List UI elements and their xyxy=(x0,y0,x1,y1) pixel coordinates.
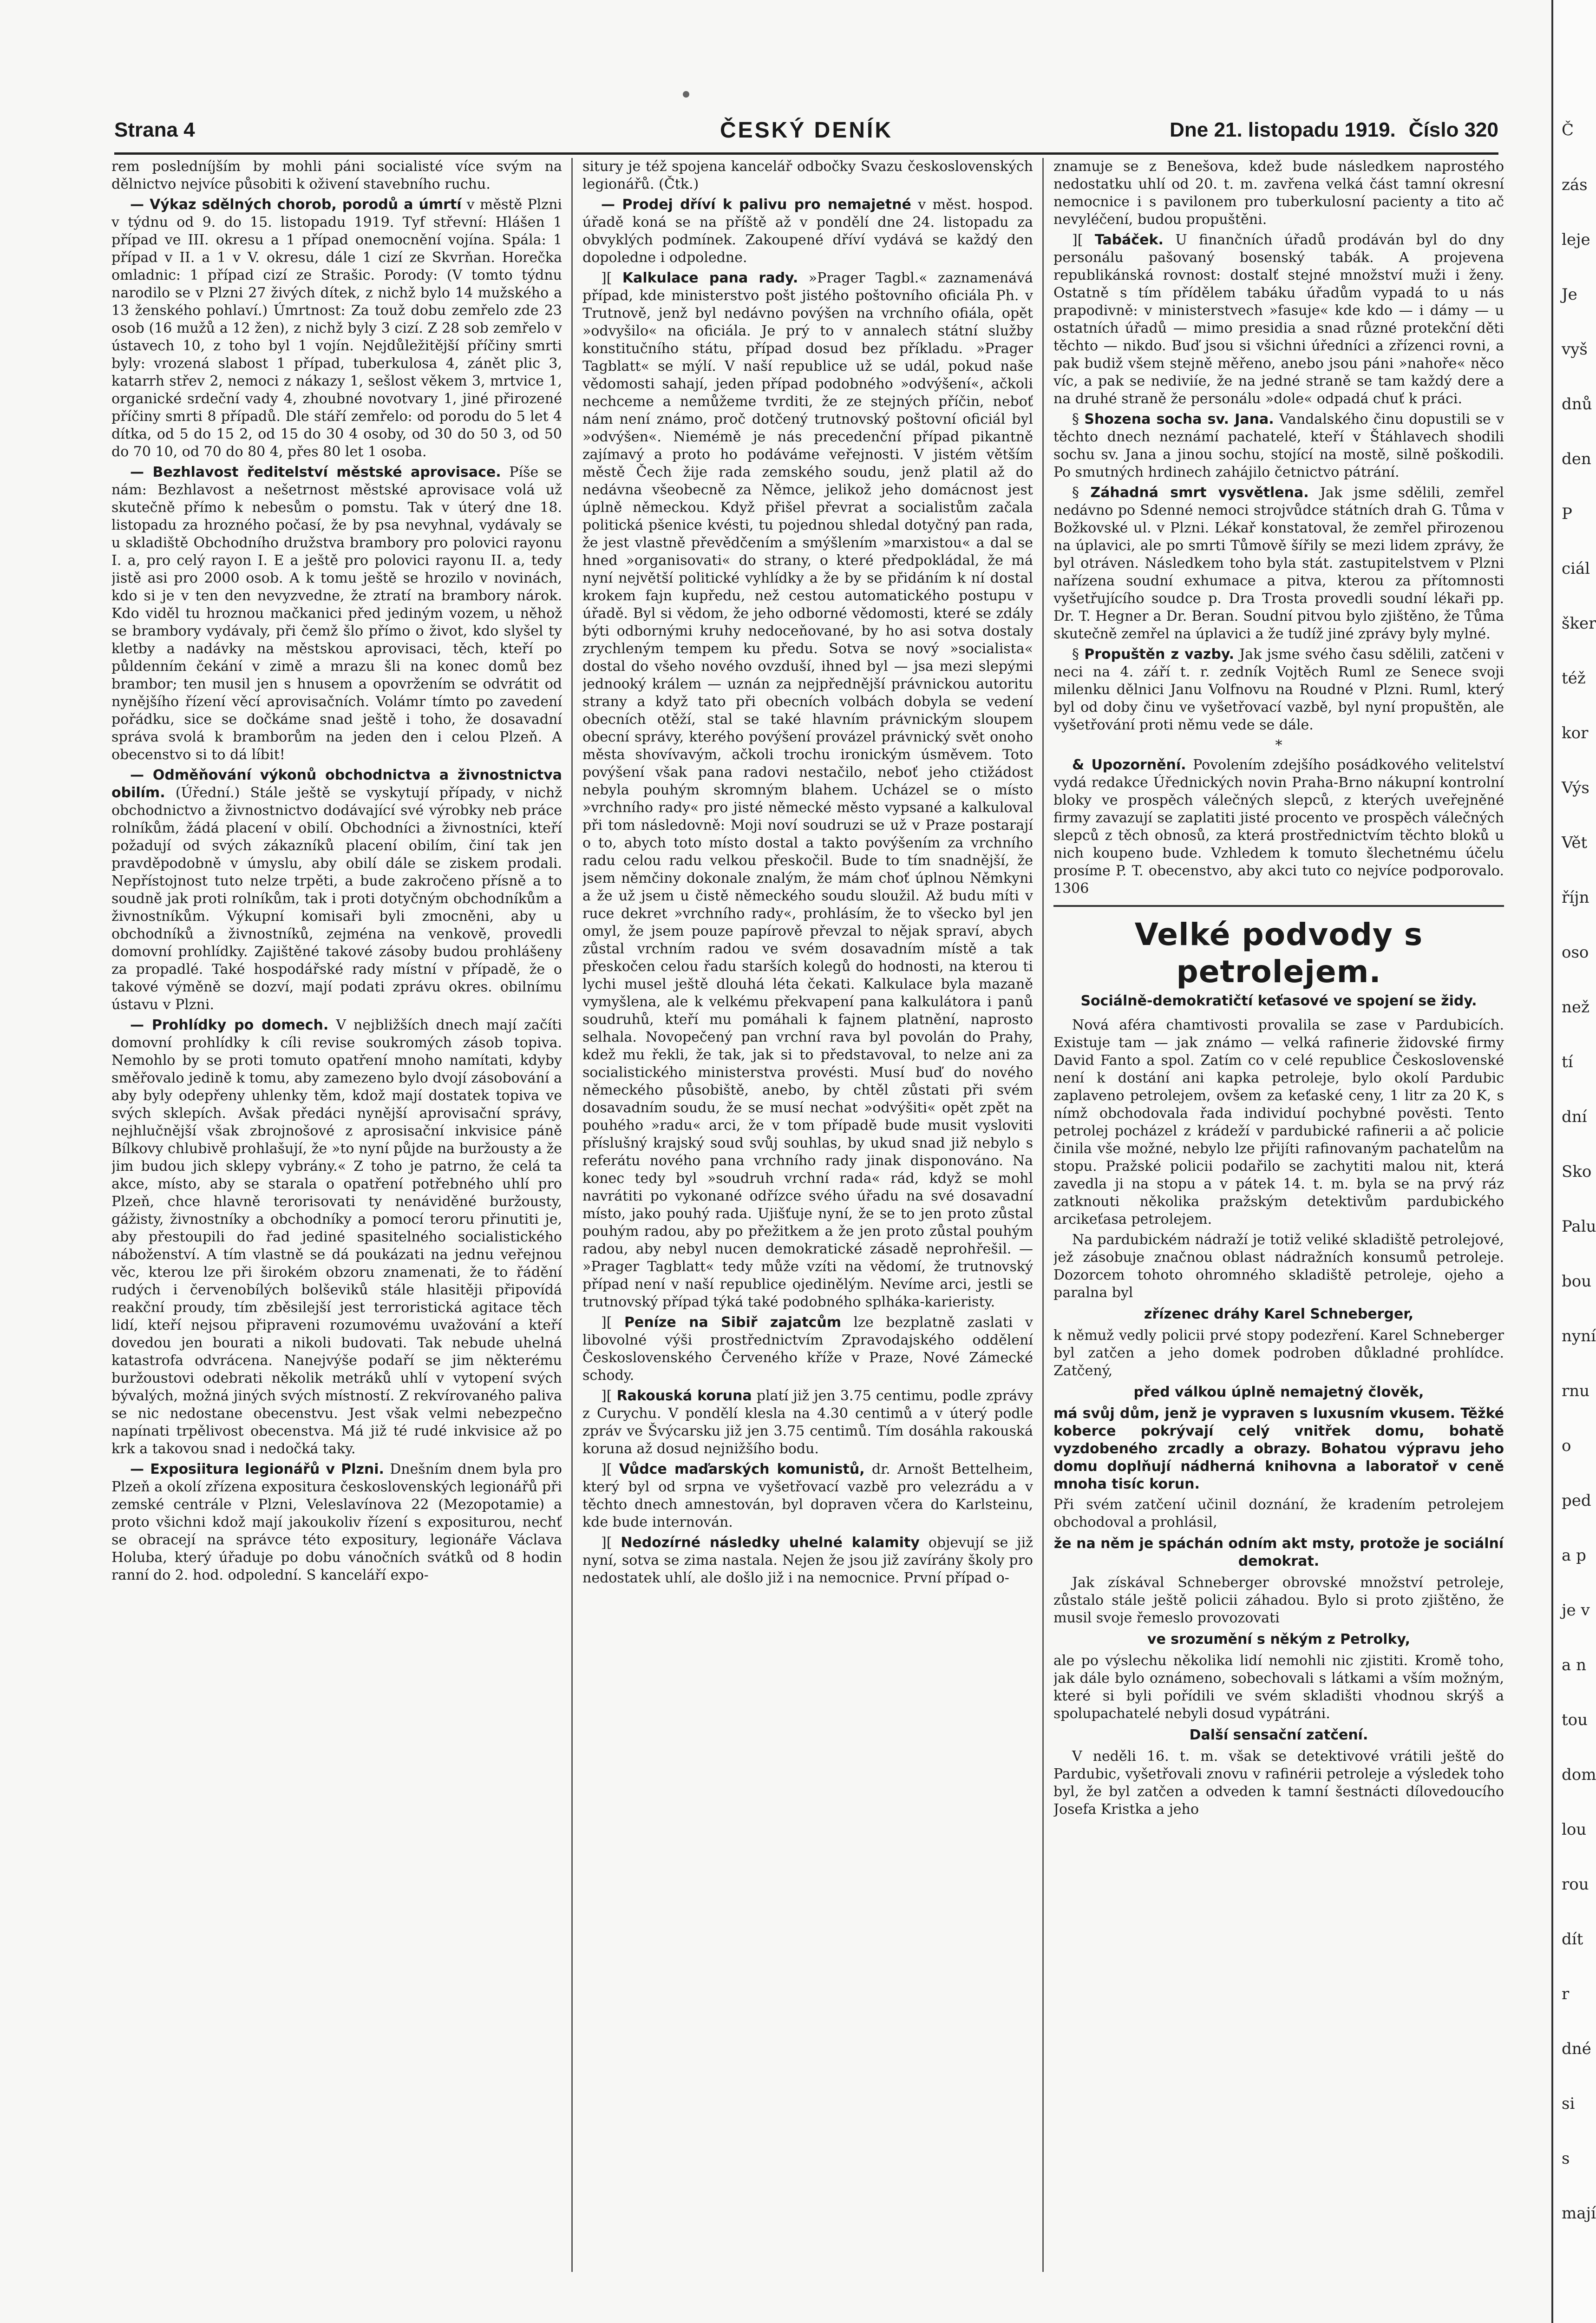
paragraph: znamuje se z Benešova, kdež bude následkem naprostého nedostatku uhlí od 20. t. m. zavřena velká část tamní okresní nemocnice i s pavilonem pro tuberkulosní pacienty a tito ač nevyléčení, budou propuštěni. xyxy=(1053,158,1504,228)
article-text: (Úřední.) Stále ještě se vyskytují případy, v nichž obchodnictvo a živnostnictvo dodávající své výrobky neb práce rolníkům, žádá placení v obilí. Obchodníci a živnostníci, kteří požadují od svých zákazníků placení obilím, činí tak jen pravděpodobně v úmyslu, aby obilí dále se ziskem prodali. Nepřístojnost tuto nelze trpěti, a bude zakročeno přísně a to soudně jak proti rolníkům, tak i proti dotyčným obchodníkům a živnostníkům. Výkupní komisaři byli zmocněni, aby u obchodníků a živnostníků, zejména na venkově, provedli domovní prohlídky. Zajištěné takové zásoby budou prohlášeny za propadlé. Také hospodářské rady místní v případě, že o takové výměně se dozví, mají podati zprávu okres. obilnímu ústavu v Plzni. xyxy=(111,785,562,1013)
article-heading: — Prodej dříví k palivu pro nemajetné xyxy=(601,197,911,213)
next-page-fragment: nyní xyxy=(1562,1327,1596,1345)
section-mark: § xyxy=(1072,485,1091,501)
section-mark: ][ xyxy=(601,1314,624,1331)
issue-date: Dne 21. listopadu 1919. xyxy=(1170,118,1396,141)
article-body xyxy=(582,1387,1033,1458)
next-page-fragment: bou xyxy=(1562,1272,1592,1291)
separator-star: * xyxy=(1275,737,1282,754)
article-heading: Peníze na Sibiř zajatcům xyxy=(624,1314,842,1331)
next-page-fragment: je v xyxy=(1562,1601,1590,1620)
feature-subheadline: Sociálně-demokratičtí keťasové ve spojení se židy. xyxy=(1080,993,1477,1009)
article-body xyxy=(111,1461,562,1584)
article-body xyxy=(582,196,1033,267)
next-page-fragment: dné xyxy=(1562,2040,1591,2058)
feature-headline: Velké podvody s petrolejem. xyxy=(1134,917,1423,990)
article-text: Jak jsme sdělili, zemřel nedávno po Sdenné nemoci strojvůdce státních drah G. Tůma v Božkovské ul. v Plzni. Lékař konstatoval, že zemřel přirozenou na úplavici, ale po smrti Tůmově šířily se mezi lidem zprávy, že byl otráven. Následkem toho byla stát. zastupitelstvem v Plzni nařízena soudní exhumace a pitva, kterou za přítomnosti vyšetřujícího soudce p. Dra Trosta provedli soudní lékaři pp. Dr. T. Hegner a Dr. Beran. Soudní pitvou bylo zjištěno, že Tůma skutečně zemřel na úplavici a že tudíž jiné zprávy byly mylné. xyxy=(1053,485,1504,642)
article-heading: — Prohlídky po domech. xyxy=(130,1017,329,1033)
article-text: Píše se nám: Bezhlavost a nešetrnost městské aprovisace volá už skutečně přímo k nebesům o pomstu. Tak v úterý dne 18. listopadu za hrozného počasí, že by psa nevyhnal, vydávaly se u skladiště Obchodního družstva brambory pro polovici rayonu I. a, pro celý rayon I. E a ještě pro polovici rayonu II. a, tedy jistě asi pro 2000 osob. A k tomu ještě se hrozilo v novinách, kdo si je v ten den nevyzvedne, že ztratí na brambory nárok. Kdo viděl tu hroznou mačkanici před jediným vozem, u něhož se brambory vydávaly, při čemž šlo přímo o život, kdo slyšel ty kletby a nadávky na městskou aprovisaci, těch, kteří po půldenním čekání v zimě a mrazu šli na konec domů bez brambor; ten musil jen s hnusem a opovržením se odvrátit od nynějšího řízení věcí aprovisačních. Volámr tímto po zavedení pořádku, sice se dočkáme snad ještě i toho, že dosavadní správa svolá k bramborům na jeden den i celou Plzeň. A obecenstvo si to dá líbit! xyxy=(111,464,562,763)
paragraph: situry je též spojena kancelář odbočky Svazu československých legionářů. (Čtk.) xyxy=(582,158,1033,192)
next-page-fragment: a n xyxy=(1562,1656,1586,1674)
article-text: lze bezplatně zaslati v libovolné výši prostřednictvím Zpravodajského oddělení Československého Červeného kříže v Praze, Nové Zámecké schody. xyxy=(582,1314,1033,1384)
next-page-fragment: Vět xyxy=(1562,833,1588,852)
next-page-fragment: tí xyxy=(1562,1053,1573,1071)
emphasis-line: zřízenec dráhy Karel Schneberger, xyxy=(1144,1306,1414,1322)
section-mark: ][ xyxy=(601,1535,621,1551)
emphasis-line: ve srozumění s někým z Petrolky, xyxy=(1147,1631,1411,1647)
next-page-fragment: dom xyxy=(1562,1765,1596,1784)
article-body xyxy=(111,196,562,461)
article-text: Povolením zdejšího posádkového velitelství vydá redakce Úřednických novin Praha-Brno nákupní kontrolní bloky ve prospěch válečných slepců, z kterých uveřejněné firmy zavazují se zaplatiti jisté procento ve prospěch válečných slepců z těch obnosů, za která prostřednictvím těchto bloků u nich koupeno bude. Vzhledem k tomuto šlechetnému účelu prosíme P. T. obecenstvo, aby akci tuto co nejvíce podporovalo. xyxy=(1053,757,1504,879)
article-text: v městě Plzni v týdnu od 9. do 15. listopadu 1919. Tyf střevní: Hlášen 1 případ ve III. okresu a 1 případ onemocnění vojína. Spála: 1 případ v II. a 1 v V. okresu, dále 1 cizí ze Skvrňan. Horečka omladnic: 1 případ cizí ze Strašic. Porody: (V tomto týdnu narodilo se v Plzni 27 živých dítek, z nichž bylo 14 mužského a 13 ženského pohlaví.) Úmrtnost: Za touž dobu zemřelo zde 23 osob (16 mužů a 12 žen), z nichž byly 3 cizí. Z 28 sob zemřelo v ústavech 10, z toho byl 1 vojín. Nejdůležitější příčiny smrti byly: vrozená slabost 1 případ, tuberkulosa 4, zánět plic 3, katarrh střev 2, nemoci z nákazy 1, sešlost věkem 3, mrtvice 1, organické srdeční vady 4, zhoubné novotvary 1, jiné přirozené příčiny smrti 8 případů. Dle stáří zemřelo: od porodu do 5 let 4 dítka, od 5 do 15 2, od 15 do 30 4 osoby, od 30 do 50 3, od 50 do 70 10, od 70 do 80 4, přes 80 let 1 osoba. xyxy=(111,197,562,460)
paragraph: Nová aféra chamtivosti provalila se zase v Pardubicích. Existuje tam — jak známo — velká rafinerie židovské firmy David Fanto a spol. Zatím co v celé republice Československé není k dostání ani kapka petroleje, bylo okolí Pardubic zaplaveno petrolejem, ovšem za keťaské ceny, 1 litr za 20 K, s nímž obchodovala řada individuí pochybné pověsti. Tento petrolej pocházel z krádeží v pardubické rafinerii a ač policie činila vše možné, nebylo lze přijíti rafinovaným pachatelům na stopu. Pražské policii podařilo se zachytiti malou nit, která zavedla ji na stopu a v pátek 14. t. m. byla se na prvý ráz zatknouti několika pražským detektivům pardubického arcikeťasa petrolejem. xyxy=(1053,1017,1504,1227)
next-page-fragment: dní xyxy=(1562,1108,1587,1126)
article-body xyxy=(582,1314,1033,1385)
article-text: objevují se již nyní, sotva se zima nastala. Nejen že jsou již zavírány školy pro nedostatek uhlí, ale došlo již i na nemocnice. První případ o- xyxy=(582,1535,1033,1586)
next-page-fragment: rou xyxy=(1562,1875,1589,1894)
paragraph: V neděli 16. t. m. však se detektivové vrátili ještě do Pardubic, vyšetřovali znovu v rafinérii petroleje a výsledek toho byl, že byl zatčen a odveden k tamní šestnácti dílovedoucího Josefa Kristka a jeho xyxy=(1053,1748,1504,1818)
paragraph: Na pardubickém nádraží je totiž veliké skladiště petrolejové, jež zásobuje značnou oblast nádražních konsumů petroleje. Dozorcem tohoto ohromného skladiště petroleje, ojeho a paralna byl xyxy=(1053,1232,1504,1301)
article-heading: — Výkaz sdělných chorob, porodů a úmrtí xyxy=(130,197,462,213)
next-page-fragment: říjn xyxy=(1562,888,1589,907)
next-page-fragment: leje xyxy=(1562,230,1590,249)
next-page-fragment: r xyxy=(1562,1985,1570,2003)
next-page-fragment: ciál xyxy=(1562,559,1590,578)
header-date-issue xyxy=(1170,118,1498,142)
article-body xyxy=(582,269,1033,1311)
paragraph: ale po výslechu několika lidí nemohli nic zjistiti. Kromě toho, jak dále bylo oznámeno, sobechovali s látkami a vším možným, které si byli pořídili ve svém skladišti vhodnou skrýš a spolupachatelé nebyli dosud vypátráni. xyxy=(1053,1653,1504,1722)
article-heading: — Exposiitura legionářů v Plzni. xyxy=(130,1461,384,1477)
article-body xyxy=(111,767,562,1014)
next-page-fragment: Je xyxy=(1562,285,1577,304)
next-page-fragment: oso xyxy=(1562,943,1589,962)
next-page-edge xyxy=(1551,0,1596,2323)
ad-code: 1306 xyxy=(1053,880,1089,897)
next-page-fragment: den xyxy=(1562,450,1591,468)
article-text: v měst. hospod. úřadě koná se na příště až v pondělí dne 24. listopadu za obvyklých podmínek. Zakoupené dříví vydává se každý den dopoledne i odpoledne. xyxy=(582,197,1033,266)
article-heading: Záhadná smrt vysvětlena. xyxy=(1090,485,1309,501)
section-mark: § xyxy=(1072,411,1085,427)
section-rule xyxy=(1053,905,1504,907)
section-mark: ][ xyxy=(1072,232,1095,248)
article-body xyxy=(1053,231,1504,408)
paragraph: rem posledníjším by mohli páni socialisté více svým na dělnictvo nejvíce působiti k oživení stavebního ruchu. xyxy=(111,158,562,192)
article-body xyxy=(111,1017,562,1458)
newspaper-title: ČESKÝ DENÍK xyxy=(720,118,893,143)
article-text: platí již jen 3.75 centimu, podle zprávy z Curychu. V pondělí klesla na 4.30 centimů a v úterý podle zpráv ve Švýcarsku již jen 3.75 centimů. Tím dosáhla rakouská koruna až dosud nejnižšího bodu. xyxy=(582,1388,1033,1457)
next-page-fragment: P xyxy=(1562,505,1572,523)
next-page-fragment: zás xyxy=(1562,176,1588,194)
next-page-fragment: též xyxy=(1562,669,1586,688)
article-heading: Shozena socha sv. Jana. xyxy=(1084,411,1274,427)
column-3 xyxy=(1053,158,1504,2272)
next-page-fragment: tou xyxy=(1562,1711,1588,1729)
next-page-fragment: mají xyxy=(1562,2204,1596,2223)
article-body xyxy=(111,464,562,764)
column-divider xyxy=(1042,158,1044,2272)
paragraph: k němuž vedly policii prvé stopy podezření. Karel Schneberger byl zatčen a jeho domek podroben důkladné prohlídce. Zatčený, xyxy=(1053,1327,1504,1379)
section-mark: § xyxy=(1072,646,1085,663)
next-page-fragment: Výs xyxy=(1562,779,1589,797)
article-text: Dnešním dnem byla pro Plzeň a okolí zřízena expositura československých legionářů při zemské centrále v Plzni, Veleslavínova 22 (Mezopotamie) a proto všichni kdož mají jakoukoliv řízení s expositurou, nechť se obracejí na správce této expositury, legionáře Václava Holuba, který úřaduje po dobu vánočních svátků od 8 hodin ranní do 2. hod. odpolední. S kanceláří expo- xyxy=(111,1461,562,1583)
article-body xyxy=(1053,411,1504,481)
article-heading: Vůdce maďarských komunistů, xyxy=(619,1461,865,1477)
article-heading: Propuštěn z vazby. xyxy=(1084,646,1235,663)
section-mark: ][ xyxy=(601,1388,617,1404)
page-dot xyxy=(683,91,689,98)
article-body xyxy=(582,1461,1033,1531)
column-divider xyxy=(571,158,573,2272)
article-heading: Nedozírné následky uhelné kalamity xyxy=(621,1535,920,1551)
next-page-fragment: s xyxy=(1562,2149,1570,2168)
next-page-fragment: Palu xyxy=(1562,1217,1596,1236)
article-body xyxy=(1053,756,1504,898)
page-header xyxy=(114,108,1498,155)
article-heading: Rakouská koruna xyxy=(616,1388,752,1404)
next-page-fragment: a p xyxy=(1562,1546,1586,1565)
next-page-fragment: kor xyxy=(1562,724,1589,742)
next-page-fragment: o xyxy=(1562,1437,1571,1455)
article-text: V nejbližších dnech mají začíti domovní prohlídky k cíli revise soukromých zásob topiva. Nemohlo by se proti tomuto opatření mnoho namítati, kdyby směřovalo jedině k tomu, aby zamezeno bylo dvojí zásobování a aby byly odepřeny uhlenky těm, kdož mají dostatek topiva ve svých sklepích. Avšak předáci nynější aprovisační správy, nejhlučnější však zbrojnošové z aprosisační inkvisice páně Bílkovy chlubivě prohlašují, že »to nyní půjde na buržousty a že jim budou jich sklepy vybrány.« Z toho je patrno, že celá ta akce, místo, aby se starala o opatření potřebného uhlí pro Plzeň, chce hlavně terorisovati ty nenáviděné buržousty, gážisty, živnostníky a obchodníky a pomocí teroru přinutiti je, aby přestoupili do řad jediné spasitelného socialistického náboženství. A tím vlastně se dá poukázati na jednu veřejnou věc, kterou lze při širokém obzoru znamenati, že to řádění rudých i červenobílých bolševiků stále hlasitěji připovídá reakční proudy, tím zběsilejší jest terroristická agitace těch lidí, kteří nejsou připraveni rozumovému uvažování a kteří dovedou jen bourati a nikoli budovati. Tak nebude uhelná katastrofa odvrácena. Nanejvýše podaří se jim některému buržoustovi odebrati několik metráků uhlí v vytopení svých bývalých, možná jiných svých místností. Z rekvírovaného paliva se nic nedostane obecenstvu. Jest však velmi nebezpečno napínati trpělivost obecenstva. Má již té rudé inkvisice až po krk a takovou snad i nedočká taky. xyxy=(111,1017,562,1457)
article-text: dr. Arnošt Bettelheim, který byl od srpna ve vyšetřovací vazbě pro velezrádu a v těchto dnech amnestován, byl dopraven včera do Karlsteinu, kde bude internován. xyxy=(582,1461,1033,1530)
next-page-fragment: lou xyxy=(1562,1820,1587,1839)
article-heading: — Odměňování výkonů obchodnictva a živnostnictva obilím. xyxy=(111,767,562,801)
article-text: Vandalského činu dopustili se v těchto dnech neznámí pachatelé, kteří v Štáhlavech shodili sochu sv. Jana a jinou sochu, stojící na mostě, silně poškodili. Po smutných hrdinech zahájilo četnictvo pátrání. xyxy=(1053,411,1504,480)
column-2 xyxy=(582,158,1033,2272)
next-page-fragment: dnů xyxy=(1562,395,1592,413)
emphasis-line: Další sensační zatčení. xyxy=(1189,1727,1368,1743)
section-mark: ][ xyxy=(601,270,622,286)
next-page-fragment: šker xyxy=(1562,614,1596,633)
emphasis-line: před válkou úplně nemajetný člověk, xyxy=(1133,1384,1424,1400)
article-heading: Kalkulace pana rady. xyxy=(622,270,798,286)
paragraph: Při svém zatčení učinil doznání, že kradením petrolejem obchodoval a prohlásil, xyxy=(1053,1496,1504,1530)
issue-number: Číslo 320 xyxy=(1408,118,1498,141)
article-text: »Prager Tagbl.« zaznamenává případ, kde ministerstvo pošt jistého poštovního oficiála Ph. v Trutnově, jenž byl nedávno povýšen na vrchního ofiála, opět »odvyšilo« na oficiála. Je prý to v annalech státní služby konstitučního státu, případ dosud bez příkladu. »Prager Tagblatt« se mýlí. V naší republice už se udál, pokud naše vědomosti sahají, jeden případ podobného »odvýšení«, ačkoli nechceme a nemůžeme tvrditi, že ze stejných příčin, neboť nám není známo, proč dotčený trutnovský poštovní oficiál byl »odvýšen«. Niemémě je nás precedenční případ pikantně zajímavý a proto ho podáváme veřejnosti. V jistém větším městě Čech žije rada zemského soudu, jenž platil až do nedávna všeobecně za Němce, jelikož jeho domácnost jest úplně německou. Když přišel převrat a socialistům začala politická pšenice kvésti, tu pojednou shledal dotyčný pan rada, že jest vlastně převědčením a smýšlením »marxistou« a dal se hned »organisovati« do strany, o které předpokládal, že má nyní největší politické vyhlídky a že by se přidáním k ní dostal krokem fajn kupředu, než cestou automatického postupu v úřadě. Byl si vědom, že jeho odborné vědomosti, které se zdály býti odbornými kruhy nedoceňované, by ho asi sotva dostaly zrychleným tempem ku předu. Sotva se nový »socialista« dostal do všeho nového ovzduší, ihned byl — jsa mezi slepými jednooký králem — uznán za nejpřednější právnickou autoritu strany a když tato při obecních volbách dobyla se vedení obecních otěží, stal se také hlavním právnickým sloupem obecní správy, kterého povýšení provázel právnický svět onoho města shovívavým, ačkoli trochu ironickým úsměvem. Toto povýšení však pana radovi nestačilo, neboť jeho ctižádost nebyla pouhým skromným blahem. Ucházel se o místo »vrchního rady« pro jisté německé město vypsané a kalkuloval při tom následovně: Moji noví soudruzi se už v Praze postarají o to, abych toto místo dostal a takto povýšením za vrchního radu celou radu velkou přeskočil. Bude to tím snadnější, že jsem němčiny dokonale znalým, že mám choť úplnou Němkyni a že už jsem u čistě německého soudu sloužil. Až budu míti v ruce dekret »vrchního rady«, prohlásím, že to všecko byl jen omyl, že jsem pouze papírově převzal to nějak spraví, abych zůstal vrchním radou ve svém dosavadním místě a tak přeskočen celou řadu starších kolegů do hodnosti, na kterou ti lychi musel ještě dlouhá léta čekati. Kalkulace byla mazaně vymyšlena, ale k velkému překvapení pana kalkulátora i panů soudruhů, kteří mu pomáhali k fajnem platnění, naprosto selhala. Novopečený pan vrchní rava byl povolán do Prahy, kdež mu řekli, že tak, jak si to představoval, to nelze ani za socialistického ministerstva provésti. Musí buď do nového německého působiště, anebo, by chtěl zůstati při svém dosavadním soudu, že se musí nechat »odvýšiti« opět zpět na pouhého »radu« arci, že v tom případě bude musit vysloviti příslušný krajský soud svůj souhlas, by ukud snad již nebylo s referátu nového pana vrchního rady jinak disponováno. Na konec tedy byl »soudruh vrchní rada« rád, když se mohl navrátiti po vykonané odřízce svého úřadu na své dosavadní místo, jako pouhý rada. Ujišťuje nyní, že se to jen proto zůstal pouhým radou, aby po přežitkem a že jen proto zůstal pouhým radou, aby nebyl nucen demokratické zásadě neprohřešil. — »Prager Tagblatt« tedy může vzíti na vědomí, že trutnovský případ není v naší republice ojedinělým. Nevíme arci, jestli se trutnovský případ týká také podobného splháka-karieristy. xyxy=(582,270,1033,1310)
paragraph: Jak získával Schneberger obrovské množství petroleje, zůstalo stále ještě policii záhadou. Bylo si proto zjištěno, že musil svoje řemeslo provozovati xyxy=(1053,1575,1504,1626)
article-text: Jak jsme svého času sdělili, zatčeni v neci na 4. září t. r. zedník Vojtěch Ruml ze Senece svoji milenku dělnici Janu Volfnovu na Roudné v Plzni. Ruml, který byl od doby činu ve vyšetřovací vazbě, byl nyní propuštěn, ale vyšetřování proti němu vede se dále. xyxy=(1053,646,1504,733)
article-body xyxy=(582,1534,1033,1587)
next-page-fragment: Č xyxy=(1562,121,1574,139)
next-page-fragment: vyš xyxy=(1562,340,1588,359)
next-page-fragment: ped xyxy=(1562,1491,1591,1510)
article-heading: & Upozornění. xyxy=(1072,757,1186,773)
page-number: Strana 4 xyxy=(114,118,195,141)
emphasis-line: že na něm je spáchán odním akt msty, protože je sociální demokrat. xyxy=(1053,1536,1504,1569)
article-body xyxy=(1053,646,1504,734)
article-body xyxy=(1053,484,1504,643)
section-mark: ][ xyxy=(601,1461,619,1477)
article-text: U finančních úřadů prodáván byl do dny personálu pašovaný bosenský tabák. A projevena republikánská rovnost: dostalť stejné množství muži i ženy. Ostatně s tím přídělem tabáku úřadům vypadá to u nás prapodivně: v ministerstvech »fasuje« kde kdo — i dámy — u ostatních úřadů — mimo presidia a snad různé protekční děti těchto — nikdo. Buď jsou si všichni úředníci a zřízenci rovni, a pak budiž všem stejně měřeno, anebo jsou páni »nahoře« něco víc, a pak se nediviíe, že na jedné straně se tam každý dere a na druhé straně že personálu »dole« odpadá chuť k práci. xyxy=(1053,232,1504,407)
next-page-fragment: si xyxy=(1562,2094,1575,2113)
next-page-fragment: dít xyxy=(1562,1930,1583,1949)
next-page-fragment: rnu xyxy=(1562,1382,1590,1400)
article-heading: — Bezhlavost ředitelství městské aprovisace. xyxy=(130,464,501,480)
next-page-fragment: Sko xyxy=(1562,1162,1592,1181)
article-heading: Tabáček. xyxy=(1094,232,1164,248)
emphasis-paragraph: má svůj dům, jenž je vypraven s luxusním vkusem. Těžké koberce pokrývají celý vnitřek domu, bohatě vyzdobeného zrcadly a obrazy. Bohatou výpravu jeho domu doplňují nádherná knihovna a laboratoř v ceně mnoha tisíc korun. xyxy=(1053,1405,1504,1492)
next-page-fragment: než xyxy=(1562,998,1589,1017)
column-1 xyxy=(111,158,562,2272)
